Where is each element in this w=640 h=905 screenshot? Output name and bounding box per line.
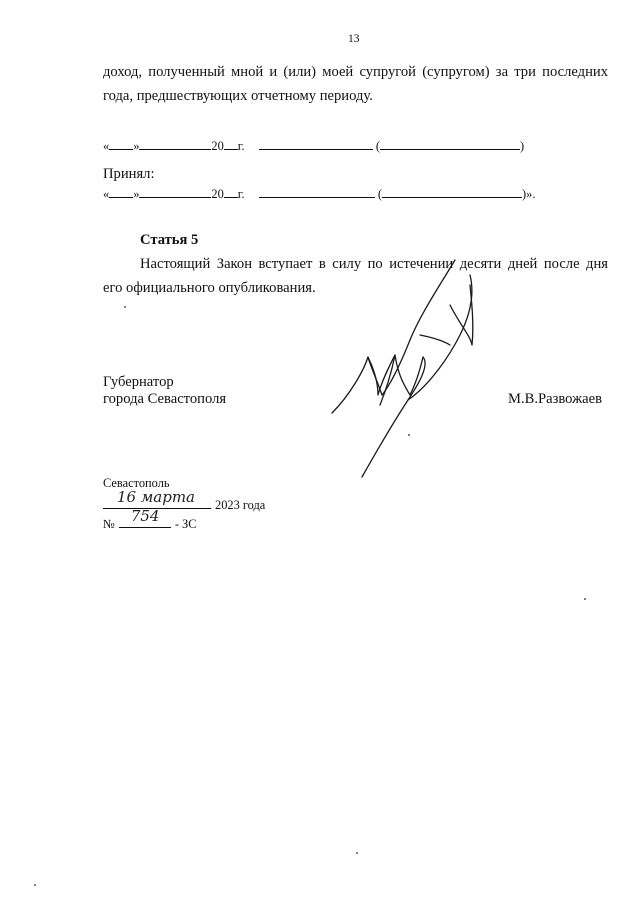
governor-title-line-2: города Севастополя [103,391,227,407]
handwritten-number: 754 [130,507,160,525]
day-blank [109,185,133,198]
intro-line-2: года, предшествующих отчетному периоду. [103,88,373,104]
paren-close: )». [522,187,536,201]
paren-open: ( [377,187,383,201]
number-prefix: № [103,517,115,531]
signature-row-1 [103,137,524,154]
open-quote: « [103,187,110,201]
article-line-1: Настоящий Закон вступает в силу по истечении десяти дней после дня [140,256,608,272]
paren-close: ) [520,139,525,153]
date-line [103,490,265,512]
year-prefix: 20 [211,139,224,153]
month-blank [139,137,211,150]
month-blank [139,185,211,198]
number-line [103,507,197,533]
accepted-label: Принял: [103,166,155,182]
year-blank [224,185,238,198]
close-quote: » [133,187,140,201]
signature-row-2 [103,185,535,202]
number-suffix: - ЗС [174,517,197,531]
scan-speck [584,598,586,600]
governor-name: М.В.Развожаев [508,391,603,407]
close-quote: » [133,139,140,153]
handwritten-signature [320,245,520,485]
scan-speck [34,884,36,886]
scan-speck [408,434,410,436]
governor-title-line-1: Губернатор [103,374,174,390]
open-quote: « [103,139,110,153]
year-suffix: г. [237,139,245,153]
number-blank [119,507,171,528]
signature-blank [259,137,373,150]
date-year: 2023 года [215,498,266,512]
article-heading: Статья 5 [140,232,199,248]
signature-blank [259,185,375,198]
article-line-2: его официального опубликования. [103,280,316,296]
year-blank [224,137,238,150]
scan-speck [124,306,126,308]
scan-speck [356,852,358,854]
year-suffix: г. [237,187,245,201]
name-blank [380,137,520,150]
year-prefix: 20 [211,187,224,201]
city-label: Севастополь [103,476,170,490]
name-blank [382,185,522,198]
page-number: 13 [348,33,360,45]
paren-open: ( [375,139,381,153]
intro-line-1: доход, полученный мной и (или) моей супругой (супругом) за три последних [103,64,608,80]
day-blank [109,137,133,150]
handwritten-date: 16 марта [117,488,196,506]
